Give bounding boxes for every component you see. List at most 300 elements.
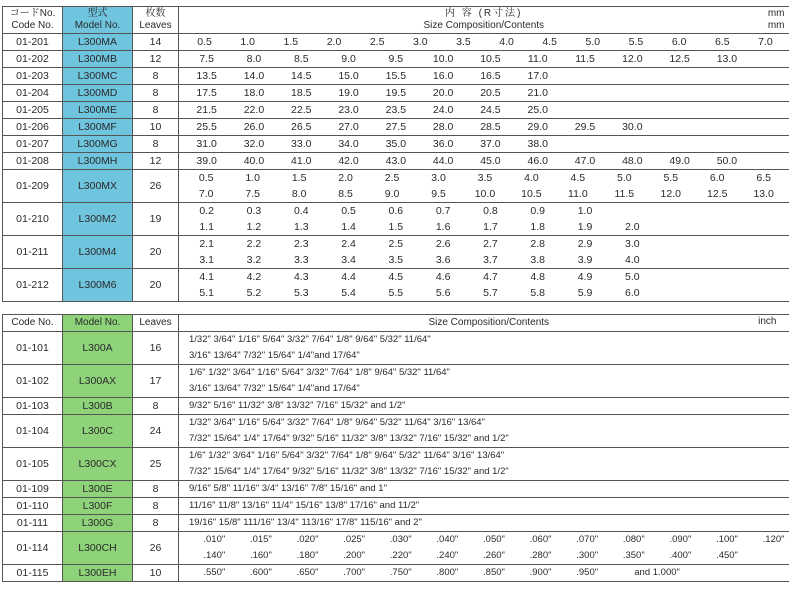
size-value: 3.0 [412,36,428,48]
model-cell: L300F [63,498,133,515]
code-cell: 01-111 [3,515,63,532]
code-cell: 01-203 [3,68,63,85]
leaves-header-jp: 枚数 [145,8,166,19]
size-value: 4.1 [199,271,214,283]
code-header: Code No. [3,315,63,332]
size-value: 0.8 [483,205,498,217]
size-value: .850" [483,567,505,578]
size-value: 2.8 [530,238,546,250]
size-line [179,136,789,152]
size-value: 25.5 [196,121,217,133]
leaves-cell: 8 [133,398,179,415]
code-cell: 01-202 [3,51,63,68]
size-value: 22.0 [243,104,265,116]
size-value: 10.5 [521,188,542,200]
size-value: 28.0 [432,121,454,133]
size-value: 0.5 [341,205,356,217]
sizes-cell [179,415,789,448]
size-value: 7.0 [758,36,773,48]
size-value: 18.5 [291,87,312,99]
inch-header-row [3,315,789,332]
size-value: .550" [203,567,226,578]
sizes-cell [179,532,789,565]
size-value: 3.0 [625,238,640,250]
size-line [179,285,789,301]
size-value: 3.4 [341,254,356,266]
model-cell: L300ME [63,102,133,119]
size-value: .160" [249,550,272,561]
contents-header-en: Size Composition/Contents [428,317,550,328]
size-value: .180" [296,550,319,561]
size-value: .040" [436,534,459,545]
unit-label: inch [758,316,777,327]
size-value: .060" [529,534,552,545]
size-line [189,548,789,564]
size-value: 5.6 [435,287,451,299]
size-value: 4.9 [577,271,593,283]
size-value: 46.0 [527,155,548,167]
size-value: 36.0 [432,138,454,150]
sizes-cell [179,236,789,269]
size-value: 1.7 [483,221,498,233]
size-value: 16.0 [432,70,454,82]
size-value: .650" [296,567,319,578]
size-value: 26.5 [291,121,312,133]
table-row [3,68,789,85]
model-cell: L300AX [63,365,133,398]
leaves-header: Leaves [133,315,179,332]
leaves-cell: 12 [133,153,179,170]
size-value: .600" [249,567,272,578]
size-value: 27.5 [385,121,407,133]
model-cell: L300MD [63,85,133,102]
size-value: 35.0 [385,138,407,150]
model-cell: L300MC [63,68,133,85]
size-value: 3.8 [530,254,546,266]
model-cell: L300B [63,398,133,415]
size-line [179,51,789,67]
size-line [179,119,789,135]
size-value: 14.5 [291,70,312,82]
size-value: 28.5 [480,121,501,133]
size-value: 9.5 [388,53,404,65]
model-cell: L300MB [63,51,133,68]
leaves-header-en: Leaves [139,20,172,31]
size-value: 5.8 [530,287,546,299]
size-value: 49.0 [669,155,690,167]
size-value: 4.5 [570,172,586,184]
size-value: .030" [389,534,412,545]
size-value: 1.9 [577,221,593,233]
size-value: 3.6 [435,254,451,266]
size-value: 13.5 [196,70,217,82]
mm-size-table [2,6,789,302]
size-value: 14.0 [243,70,265,82]
leaves-cell: 8 [133,85,179,102]
sizes-cell [179,153,789,170]
size-value: 4.0 [524,172,539,184]
contents-header-jp: 内 容 (R寸法) [445,8,523,19]
size-line [179,186,789,202]
size-value: 42.0 [338,155,359,167]
model-header [63,7,133,34]
code-cell: 01-104 [3,415,63,448]
size-value: 2.0 [625,221,640,233]
model-cell: L300MH [63,153,133,170]
size-value: .300" [576,550,599,561]
size-value: 9.0 [384,188,400,200]
code-cell: 01-207 [3,136,63,153]
size-value: .220" [389,550,412,561]
size-value: 1.0 [577,205,593,217]
model-cell: L300C [63,415,133,448]
size-value: 2.6 [435,238,451,250]
size-value: 1.1 [199,221,214,233]
size-line [179,34,789,50]
table-row [3,365,789,398]
leaves-cell: 8 [133,136,179,153]
leaves-cell: 19 [133,203,179,236]
size-value: 5.0 [625,271,640,283]
size-value: .400" [669,550,692,561]
size-value: 29.5 [574,121,596,133]
size-value: .450" [716,550,738,561]
size-value: 1.8 [530,221,546,233]
size-value: 3.9 [577,254,593,266]
size-value: 10.0 [474,188,496,200]
code-header-jp: コードNo. [9,8,56,19]
size-value: 4.0 [499,36,514,48]
size-line [179,153,789,169]
size-value: 15.5 [385,70,407,82]
leaves-cell: 26 [133,170,179,203]
size-value: 5.5 [663,172,679,184]
table-row [3,203,789,236]
table-row [3,515,789,532]
model-cell: L300E [63,481,133,498]
size-value: 4.7 [483,271,498,283]
size-value: 3.0 [431,172,446,184]
model-cell: L300MX [63,170,133,203]
size-value: 2.5 [369,36,385,48]
table-row [3,136,789,153]
code-cell: 01-114 [3,532,63,565]
sizes-cell [179,85,789,102]
size-value: 23.0 [338,104,359,116]
table-row [3,415,789,448]
size-line [179,203,789,219]
size-value: .260" [483,550,505,561]
size-value: 3.2 [246,254,262,266]
leaves-header [133,7,179,34]
size-value: .100" [716,534,738,545]
mm-header-row [3,7,789,34]
size-value: 27.0 [338,121,359,133]
sizes-cell [179,365,789,398]
size-value: 0.3 [246,205,262,217]
size-value: 33.0 [291,138,312,150]
size-value: 3.5 [456,36,471,48]
size-value: 12.5 [706,188,728,200]
code-cell: 01-101 [3,332,63,365]
table-row [3,448,789,481]
table-row [3,34,789,51]
size-value: 12.0 [660,188,681,200]
size-line: 7/32" 15/64" 1/4" 17/64" 9/32" 5/16" 11/32" 3/8" 13/32" 7/16" 15/32" and 1/2" [189,433,509,444]
table-row [3,398,789,415]
sizes-cell [179,203,789,236]
size-value: 1.2 [246,221,262,233]
size-line [179,68,789,84]
size-value: 2.9 [577,238,593,250]
size-value: 13.0 [753,188,774,200]
size-value: 31.0 [196,138,217,150]
sizes-cell [179,498,789,515]
size-value: 24.5 [480,104,501,116]
leaves-cell: 8 [133,68,179,85]
size-value: 19.5 [385,87,407,99]
size-value: 4.5 [388,271,404,283]
size-value: 47.0 [574,155,596,167]
size-value: 2.0 [338,172,353,184]
size-value: 0.2 [199,205,214,217]
model-cell: L300MF [63,119,133,136]
size-value: 5.0 [585,36,601,48]
size-value: 0.5 [197,36,212,48]
code-cell: 01-208 [3,153,63,170]
size-value: 21.0 [527,87,548,99]
size-value: 5.7 [483,287,498,299]
size-value: 26.0 [243,121,265,133]
size-value: 1.4 [341,221,356,233]
size-value: 18.0 [243,87,265,99]
size-line [179,219,789,235]
size-value: 43.0 [385,155,407,167]
size-line: 1/32" 3/64" 1/16" 5/64" 3/32" 7/64" 1/8" 9/64" 5/32" 11/64" 3/16" 13/64" [189,417,485,428]
model-cell: L300MA [63,34,133,51]
size-value: 23.5 [385,104,407,116]
table-row [3,102,789,119]
table-row [3,498,789,515]
size-value: .280" [529,550,552,561]
sizes-cell [179,269,789,302]
sizes-cell [179,448,789,481]
size-value: .950" [576,567,599,578]
size-value: 4.4 [341,271,356,283]
size-value: 2.5 [388,238,404,250]
sizes-cell [179,119,789,136]
leaves-cell: 16 [133,332,179,365]
size-line [189,532,789,548]
table-row [3,85,789,102]
size-value: 1.3 [293,221,309,233]
size-value: 13.0 [716,53,738,65]
code-cell: 01-115 [3,565,63,582]
size-value: .900" [529,567,552,578]
size-value: .015" [249,534,272,545]
sizes-cell [179,565,789,582]
table-row [3,565,789,582]
leaves-cell: 10 [133,119,179,136]
size-value: .025" [343,534,366,545]
table-row [3,481,789,498]
table-row [3,153,789,170]
size-value: 3.3 [293,254,309,266]
size-value: 1.5 [388,221,404,233]
size-value: 1.5 [283,36,299,48]
model-header: Model No. [63,315,133,332]
size-value: 2.3 [293,238,309,250]
code-cell: 01-210 [3,203,63,236]
size-value: 45.0 [480,155,501,167]
size-value: .350" [622,550,645,561]
model-cell: L300MG [63,136,133,153]
leaves-cell: 8 [133,102,179,119]
size-value: 5.4 [341,287,356,299]
unit-label: mm [767,8,785,19]
model-header-en: Model No. [74,20,121,31]
unit-label: mm [767,20,785,31]
size-value: 6.0 [671,36,687,48]
model-cell: L300M4 [63,236,133,269]
code-cell: 01-110 [3,498,63,515]
size-value: and 1.000" [634,567,680,578]
size-value: 2.1 [199,238,214,250]
model-cell: L300M6 [63,269,133,302]
size-value: 0.7 [435,205,451,217]
size-value: 9.0 [341,53,356,65]
size-value: 19.0 [338,87,359,99]
size-value: .010" [203,534,226,545]
contents-header-en: Size Composition/Contents [423,20,545,31]
size-value: 11.0 [568,188,588,200]
size-value: 12.5 [669,53,690,65]
size-value: 8.0 [246,53,262,65]
size-value: 16.5 [480,70,501,82]
code-cell: 01-211 [3,236,63,269]
size-value: 6.5 [756,172,771,184]
size-value: 4.8 [530,271,546,283]
size-value: 21.5 [196,104,217,116]
size-value: 11.5 [614,188,635,200]
size-value: 34.0 [338,138,359,150]
size-value: 8.0 [291,188,307,200]
size-value: 39.0 [196,155,217,167]
contents-header [179,7,789,34]
size-value: 3.7 [483,254,498,266]
leaves-cell: 20 [133,236,179,269]
code-cell: 01-209 [3,170,63,203]
size-value: 24.0 [432,104,454,116]
table-row [3,269,789,302]
table-row [3,236,789,269]
size-value: 0.9 [530,205,546,217]
leaves-cell: 14 [133,34,179,51]
size-value: 0.5 [198,172,214,184]
size-value: .080" [622,534,645,545]
size-value: 3.5 [477,172,493,184]
size-value: 2.2 [246,238,262,250]
inch-size-table [2,314,789,582]
size-value: .700" [343,567,366,578]
size-value: 5.0 [617,172,632,184]
sizes-cell [179,102,789,119]
leaves-cell: 8 [133,498,179,515]
size-value: 48.0 [622,155,643,167]
table-row [3,532,789,565]
size-value: 12.0 [622,53,643,65]
size-line: 1/6" 1/32" 3/64" 1/16" 5/64" 3/32" 7/64" 1/8" 9/64" 5/32" 11/64" 3/16" 13/64" [189,450,505,461]
size-value: 44.0 [432,155,454,167]
size-value: 8.5 [338,188,353,200]
size-value: .070" [576,534,599,545]
size-value: 2.4 [341,238,356,250]
leaves-cell: 8 [133,515,179,532]
size-value: 10.5 [480,53,501,65]
sizes-cell [179,136,789,153]
size-value: 22.5 [291,104,312,116]
sizes-cell [179,332,789,365]
size-value: 4.2 [246,271,262,283]
size-line: 3/16" 13/64" 7/32" 15/64" 1/4"and 17/64" [189,350,360,361]
size-value: .240" [436,550,459,561]
size-value: 3.5 [388,254,404,266]
leaves-cell: 26 [133,532,179,565]
size-value: 29.0 [527,121,548,133]
size-value: .050" [483,534,505,545]
code-cell: 01-102 [3,365,63,398]
size-value: .120" [762,534,785,545]
size-value: 20.5 [480,87,501,99]
size-value: 0.4 [293,205,309,217]
size-value: 1.5 [291,172,307,184]
table-row [3,119,789,136]
model-cell: L300EH [63,565,133,582]
size-value: 6.0 [625,287,640,299]
size-value: .800" [436,567,459,578]
size-value: 5.9 [577,287,593,299]
table-row [3,51,789,68]
size-value: 4.6 [435,271,451,283]
size-value: 3.1 [199,254,214,266]
size-value: 8.5 [293,53,309,65]
size-value: 5.5 [388,287,404,299]
size-value: 11.5 [575,53,595,65]
size-line: 1/32" 3/64" 1/16" 5/64" 3/32" 7/64" 1/8" 9/64" 5/32" 11/64" [189,334,431,345]
size-line [189,565,789,581]
size-value: 41.0 [291,155,312,167]
leaves-cell: 12 [133,51,179,68]
size-line [179,236,789,252]
size-value: 7.5 [245,188,260,200]
table-row [3,170,789,203]
size-value: 1.0 [245,172,260,184]
model-cell: L300G [63,515,133,532]
leaves-cell: 24 [133,415,179,448]
code-header-en: Code No. [11,20,54,31]
size-value: .090" [669,534,692,545]
size-value: 7.0 [198,188,214,200]
size-value: .140" [203,550,226,561]
size-line: 9/16" 5/8" 11/16" 3/4" 13/16" 7/8" 15/16" and 1" [189,483,387,494]
size-value: 30.0 [622,121,643,133]
size-value: 20.0 [432,87,454,99]
size-value: 1.6 [435,221,451,233]
sizes-cell [179,515,789,532]
size-value: .750" [389,567,412,578]
size-line [179,269,789,285]
size-value: 17.0 [527,70,548,82]
